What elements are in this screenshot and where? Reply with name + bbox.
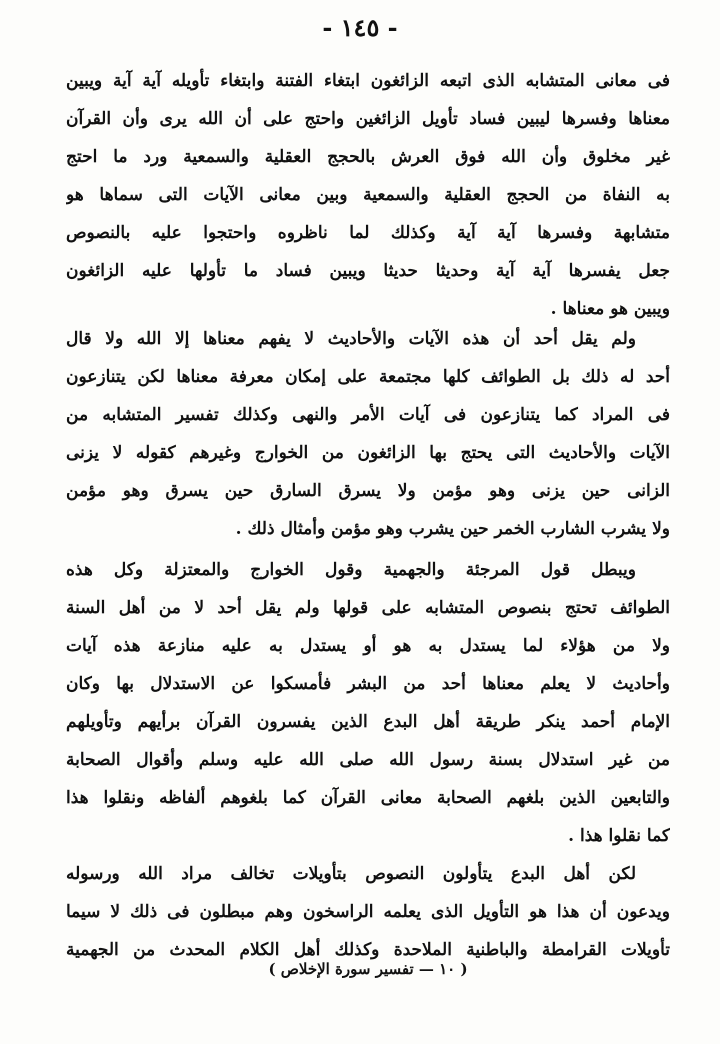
text-line: الطوائف تحتج بنصوص المتشابه على قولها ولم يقل أحد لا من أهل السنة: [66, 598, 670, 618]
text-line: الإمام أحمد ينكر طريقة أهل البدع الذين يفسرون القرآن برأيهم وتأويلهم: [66, 712, 670, 732]
text-line: لكن أهل البدع يتأولون النصوص بتأويلات تخالف مراد الله ورسوله: [66, 864, 636, 884]
paragraph: [66, 62, 670, 328]
text-line: ولا يشرب الشارب الخمر حين يشرب وهو مؤمن وأمثال ذلك .: [235, 519, 670, 539]
text-line: غير مخلوق وأن الله فوق العرش بالحجج العقلية والسمعية ورد ما احتج: [66, 147, 670, 167]
text-line: والتابعين الذين بلغهم الصحابة معانى القرآن كما بلغوهم ألفاظه ونقلوا هذا: [66, 788, 670, 808]
footer-signature: ( ١٠ — تفسير سورة الإخلاص ): [268, 960, 468, 978]
text-line: به النفاة من الحجج العقلية والسمعية وبين معانى الآيات التى سماها هو: [66, 185, 670, 205]
text-line: الزانى حين يزنى وهو مؤمن ولا يسرق السارق حين يسرق وهو مؤمن: [66, 481, 670, 501]
text-line: ولم يقل أحد أن هذه الآيات والأحاديث لا يفهم معناها إلا الله ولا قال: [66, 329, 636, 349]
text-line: متشابهة وفسرها آية آية وكذلك لما ناظروه واحتجوا عليه بالنصوص: [66, 223, 670, 243]
text-line: ولا من هؤلاء لما يستدل به هو أو يستدل به عليه منازعة هذه آيات: [66, 636, 670, 656]
page-number: - ١٤٥ -: [322, 13, 398, 42]
paragraph: [66, 855, 670, 969]
text-line: الآيات والأحاديث التى يحتج بها الزائغون من الخوارج وغيرهم كقوله لا يزنى: [66, 443, 670, 463]
text-line: ويبين هو معناها .: [550, 299, 670, 319]
text-line: أحد له ذلك بل الطوائف كلها مجتمعة على إمكان معرفة معناها لكن يتنازعون: [66, 367, 670, 387]
paragraph: [66, 551, 670, 855]
text-line: جعل يفسرها آية آية وحديثا حديثا ويبين فساد ما تأولها عليه الزائغون: [66, 261, 670, 281]
text-line: من غير استدلال بسنة رسول الله صلى الله عليه وسلم وأقوال الصحابة: [66, 750, 670, 770]
text-line: كما نقلوا هذا .: [568, 826, 670, 846]
text-line: ويبطل قول المرجئة والجهمية وقول الخوارج والمعتزلة وكل هذه: [66, 560, 636, 580]
text-line: تأويلات القرامطة والباطنية الملاحدة وكذلك أهل الكلام المحدث من الجهمية: [66, 940, 670, 960]
text-line: ويدعون أن هذا هو التأويل الذى يعلمه الراسخون وهم مبطلون فى ذلك لا سيما: [66, 902, 670, 922]
text-line: معناها وفسرها ليبين فساد تأويل الزائغين واحتج على أن الله يرى وأن القرآن: [66, 109, 670, 129]
text-line: فى المراد كما يتنازعون فى آيات الأمر والنهى وكذلك تفسير المتشابه من: [66, 405, 670, 425]
text-line: فى معانى المتشابه الذى اتبعه الزائغون ابتغاء الفتنة وابتغاء تأويله آية آية ويبين: [66, 71, 670, 91]
text-line: وأحاديث لا يعلم معناها أحد من البشر فأمسكوا عن الاستدلال بها وكان: [66, 674, 670, 694]
paragraph: [66, 320, 670, 548]
